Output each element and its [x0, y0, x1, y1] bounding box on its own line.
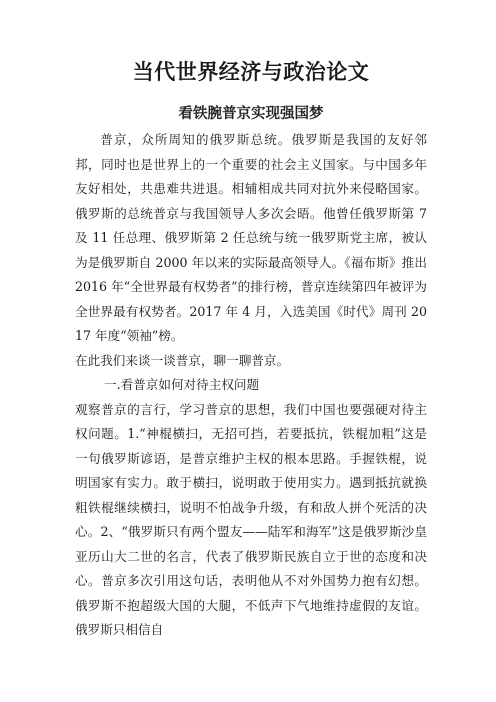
intro-paragraph: 普京，众所周知的俄罗斯总统。俄罗斯是我国的友好邻邦，同时也是世界上的一个重要的社会主义国家。与中国多年友好相处，共患难共进退。相辅相成共同对抗外来侵略国家。俄罗斯的总统普京与我国领导人多次会晤。他曾任俄罗斯第 7 及 11 任总理、俄罗斯第 2 任总统与统一俄罗斯党主席，被认为是俄罗斯自 2000 年以来的实际最高领导人。《福布斯》推出 2016 年“全世界最有权势者”的排行榜，普京连续第四年被评为全世界最有权势者。2017 年 4 月，入选美国《时代》周刊 2017 年度“领袖”榜。: [75, 132, 427, 343]
document-subtitle: 看铁腕普京实现强国梦: [178, 106, 324, 122]
document-title: 当代世界经济与政治论文: [132, 60, 370, 84]
section-paragraph: 观察普京的言行，学习普京的思想，我们中国也要强硬对待主权问题。1.“神棍横扫，无招可挡，若要抵抗，铁棍加粗”这是一句俄罗斯谚语，是普京维护主权的根本思路。手握铁棍，说明国家有实力。敢于横扫，说明敢于使用实力。遇到抵抗就换粗铁棍继续横扫，说明不怕战争升级，有和敌人拼个死活的决心。2、“俄罗斯只有两个盟友——陆军和海军”这是俄罗斯沙皇亚历山大二世的名言，代表了俄罗斯民族自立于世的态度和决心。普京多次引用这句话，表明他从不对外国势力抱有幻想。俄罗斯不抱超级大国的大腿，不低声下气地维持虚假的友谊。俄罗斯只相信自: [75, 401, 427, 637]
section-heading: 一.看普京如何对待主权问题: [103, 377, 260, 392]
transition-paragraph: 在此我们来谈一谈普京，聊一聊普京。: [75, 352, 290, 368]
